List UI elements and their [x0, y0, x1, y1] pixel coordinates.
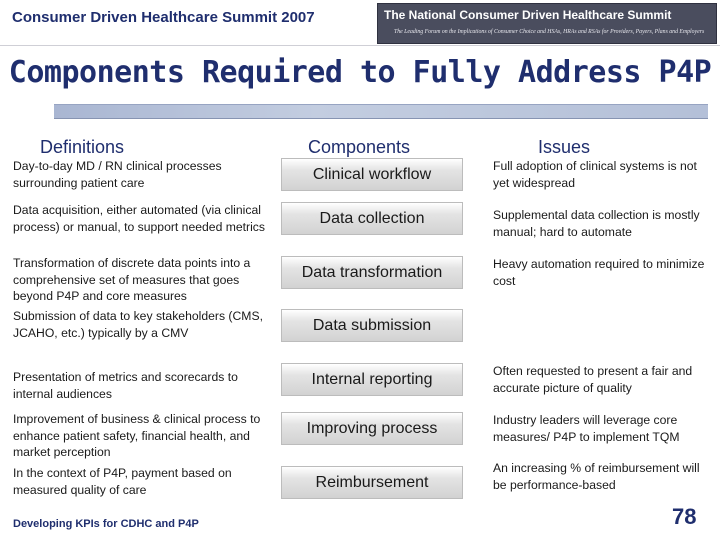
definition-clinical-workflow: Day-to-day MD / RN clinical processes surrounding patient care [13, 159, 222, 190]
event-title: Consumer Driven Healthcare Summit 2007 [12, 9, 315, 26]
component-box-data-collection: Data collection [281, 202, 463, 235]
page-number: 78 [672, 504, 697, 529]
issue-data-transformation: Heavy automation required to minimize cost [493, 257, 705, 288]
definition-data-submission: Submission of data to key stakeholders (CMS, JCAHO, etc.) typically by a CMV [13, 309, 263, 340]
issue-improving-process: Industry leaders will leverage core measures/ P4P to implement TQM [493, 413, 680, 444]
component-box-reimbursement: Reimbursement [281, 466, 463, 499]
issue-data-collection: Supplemental data collection is mostly manual; hard to automate [493, 208, 700, 239]
issues-header: Issues [538, 137, 591, 157]
top-header-bar [0, 0, 720, 46]
definition-reimbursement: In the context of P4P, payment based on measured quality of care [13, 466, 232, 497]
component-box-data-transformation: Data transformation [281, 256, 463, 289]
definitions-header: Definitions [40, 137, 125, 157]
definition-internal-reporting: Presentation of metrics and scorecards to internal audiences [13, 370, 238, 401]
title-divider-bar [54, 104, 708, 119]
footer-text: Developing KPIs for CDHC and P4P [13, 518, 199, 530]
components-header: Components [308, 137, 411, 157]
banner-title: The National Consumer Driven Healthcare Summit [384, 8, 672, 22]
component-box-clinical-workflow: Clinical workflow [281, 158, 463, 191]
definition-improving-process: Improvement of business & clinical process to enhance patient safety, financial health, and market perception [13, 412, 261, 459]
summit-banner [377, 3, 717, 44]
component-box-improving-process: Improving process [281, 412, 463, 445]
definition-data-collection: Data acquisition, either automated (via clinical process) or manual, to support needed metrics [13, 203, 265, 234]
banner-subtitle: The Leading Forum on the Implications of Consumer Choice and HSAs, HRAs and RSAs for Providers, Payers, Plans and Employers [394, 29, 705, 35]
page-title: Components Required to Fully Address P4P [8, 55, 712, 90]
issue-clinical-workflow: Full adoption of clinical systems is not yet widespread [493, 159, 697, 190]
issue-internal-reporting: Often requested to present a fair and accurate picture of quality [493, 364, 693, 395]
issue-reimbursement: An increasing % of reimbursement will be performance-based [493, 461, 700, 492]
definition-data-transformation: Transformation of discrete data points into a comprehensive set of measures that goes beyond P4P and core measures [13, 256, 251, 303]
component-box-data-submission: Data submission [281, 309, 463, 342]
component-box-internal-reporting: Internal reporting [281, 363, 463, 396]
